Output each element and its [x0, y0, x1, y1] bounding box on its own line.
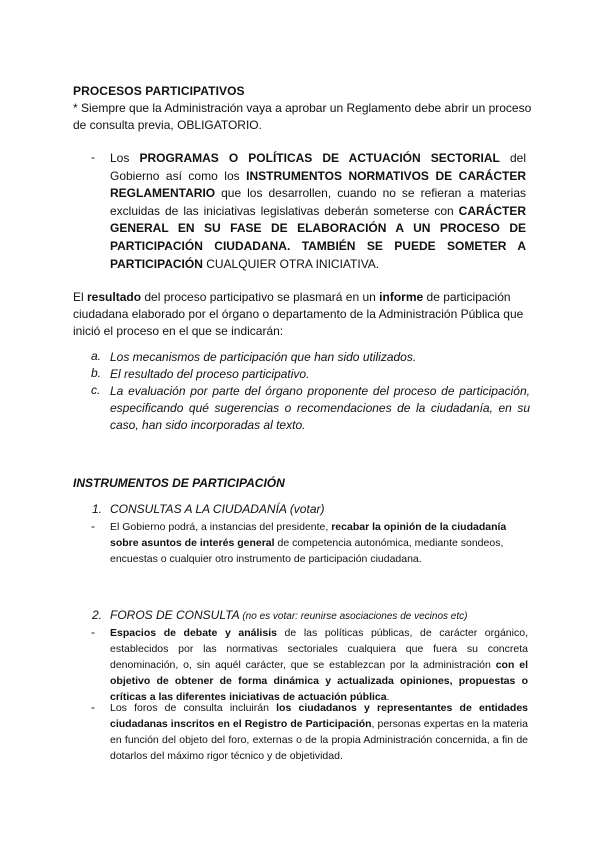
bullet-programas: Los PROGRAMAS O POLÍTICAS DE ACTUACIÓN SECTORIAL del Gobierno así como los INSTRUMENTOS NORMATIVOS DE CARÁCTER REGLAMENTARIO que los desarrollen, cuando no se refieran a materias excluidas de las iniciativas legislativas deberán someterse con CARÁCTER GENERAL EN SU FASE DE ELABORACIÓN A UN PROCESO DE PARTICIPACIÓN CIUDADANA. TAMBIÉN SE PUEDE SOMETER A PARTICIPACIÓN CUALQUIER OTRA INICIATIVA.: [110, 151, 526, 271]
list-label: c.: [91, 383, 101, 397]
bullet-dash: -: [91, 519, 95, 533]
list-item: El resultado del proceso participativo.: [110, 367, 310, 381]
subsection-number: 1.: [92, 502, 103, 516]
bullet-dash: -: [91, 625, 95, 639]
list-item: La evaluación por parte del órgano proponente del proceso de participación, especificando qué sugerencias o recomendaciones de la ciudadanía, en su caso, han sido incorporadas al texto.: [110, 384, 530, 432]
consultas-paragraph: El Gobierno podrá, a instancias del presidente, recabar la opinión de la ciudadanía sobre asuntos de interés general de competencia autonómica, mediante sondeos, encuestas o cualquier otro instrumento de participación ciudadana.: [110, 521, 507, 565]
bullet-dash: -: [91, 700, 95, 714]
foros-paragraph-1: Espacios de debate y análisis de las políticas públicas, de carácter orgánico, establecidos por las normativas sectoriales cualquiera que fuera su concreta denominación, o, sin aquél carácter, que se establezcan por la administración con el objetivo de obtener de forma dinámica y actualizada opiniones, propuestas o críticas a las diferentes iniciativas de actuación pública.: [110, 627, 528, 703]
subsection-number: 2.: [92, 608, 103, 622]
result-paragraph: El resultado del proceso participativo se plasmará en un informe de participación ciudadana elaborado por el órgano o departamento de la Administración Pública que inició el proceso en el que se indicarán:: [73, 290, 524, 338]
list-item: Los mecanismos de participación que han sido utilizados.: [110, 350, 417, 364]
section-title-instrumentos: INSTRUMENTOS DE PARTICIPACIÓN: [73, 476, 285, 490]
subsection-heading-consultas: CONSULTAS A LA CIUDADANÍA (votar): [110, 502, 325, 516]
section-title-procesos: PROCESOS PARTICIPATIVOS: [73, 84, 245, 98]
subsection-heading-foros: FOROS DE CONSULTA (no es votar: reunirse asociaciones de vecinos etc): [110, 608, 468, 622]
bullet-dash: -: [91, 150, 95, 164]
list-label: a.: [91, 349, 102, 363]
intro-paragraph: * Siempre que la Administración vaya a aprobar un Reglamento debe abrir un proceso de consulta previa, OBLIGATORIO.: [73, 101, 532, 132]
foros-paragraph-2: Los foros de consulta incluirán los ciudadanos y representantes de entidades ciudadanas inscritos en el Registro de Participación, personas expertas en la materia en función del objeto del foro, externas o de la propia Administración concernida, a fin de dotarlos del máximo rigor técnico y de objetividad.: [110, 702, 528, 762]
list-label: b.: [91, 366, 102, 380]
